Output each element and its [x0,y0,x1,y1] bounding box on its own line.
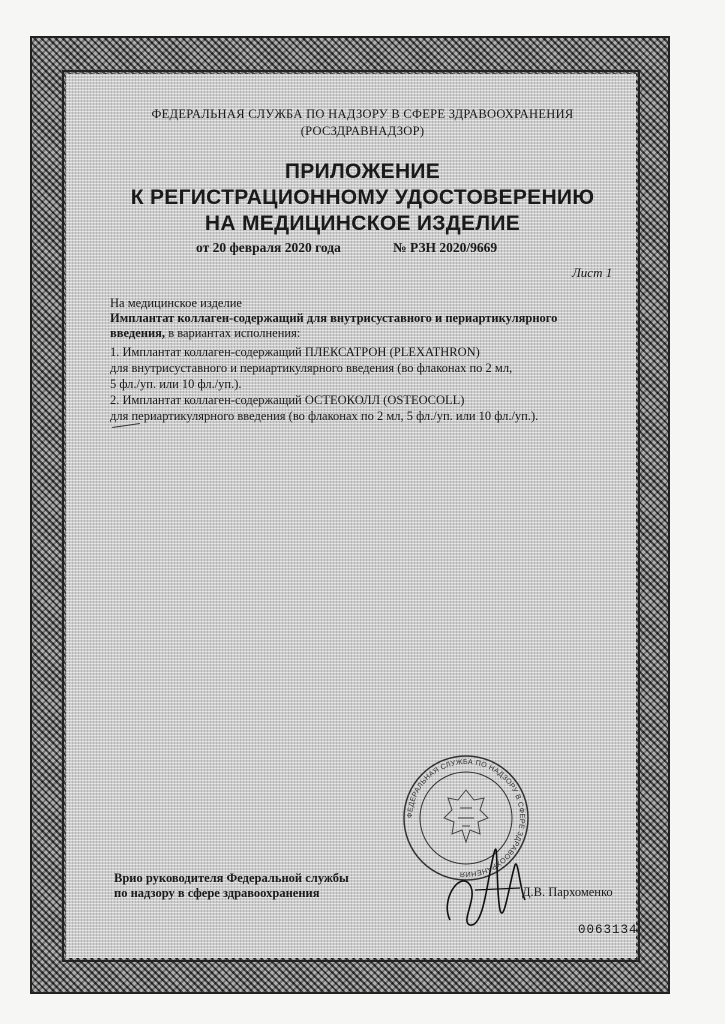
device-title-line2 [110,326,300,340]
item1-line3: 5 фл./уп. или 10 фл./уп.). [110,377,242,391]
item1-line2: для внутрисуставного и периартикулярного введения (во флаконах по 2 мл, [110,361,513,375]
doc-subtitle-1: К РЕГИСТРАЦИОННОМУ УДОСТОВЕРЕНИЮ [130,186,595,209]
sheet-number: Лист 1 [572,265,613,280]
variants-label: в вариантах исполнения: [165,326,301,340]
item2-line2: для периартикулярного введения (во флаконах по 2 мл, 5 фл./уп. или 10 фл./уп.). [110,409,539,423]
signatory-title-line2: по надзору в сфере здравоохранения [114,886,320,900]
registration-number: № РЗН 2020/9669 [393,240,498,255]
intro-text: На медицинское изделие [110,296,242,310]
issue-date: от 20 февраля 2020 года [196,240,341,255]
device-title-line1: Имплантат коллаген-содержащий для внутрисуставного и периартикулярного [110,311,558,325]
signatory-title-line1: Врио руководителя Федеральной службы [114,871,349,885]
agency-abbrev: (РОСЗДРАВНАДЗОР) [300,124,425,138]
seal-text: ФЕДЕРАЛЬНАЯ СЛУЖБА ПО НАДЗОРУ В СФЕРЕ ЗДРАВООХРАНЕНИЯ [404,756,528,880]
item1-line1: 1. Имплантат коллаген-содержащий ПЛЕКСАТРОН (PLEXATHRON) [110,345,480,359]
device-title-word: введения, [110,326,166,340]
agency-name: ФЕДЕРАЛЬНАЯ СЛУЖБА ПО НАДЗОРУ В СФЕРЕ ЗДРАВООХРАНЕНИЯ [151,107,574,121]
item2-line1: 2. Имплантат коллаген-содержащий ОСТЕОКОЛЛ (OSTEOCOLL) [110,393,465,407]
serial-number: 0063134 [578,923,638,937]
doc-title: ПРИЛОЖЕНИЕ [284,160,441,183]
handwritten-signature [430,830,540,930]
signatory-name: Д.В. Пархоменко [522,885,613,899]
doc-subtitle-2: НА МЕДИЦИНСКОЕ ИЗДЕЛИЕ [204,212,521,235]
